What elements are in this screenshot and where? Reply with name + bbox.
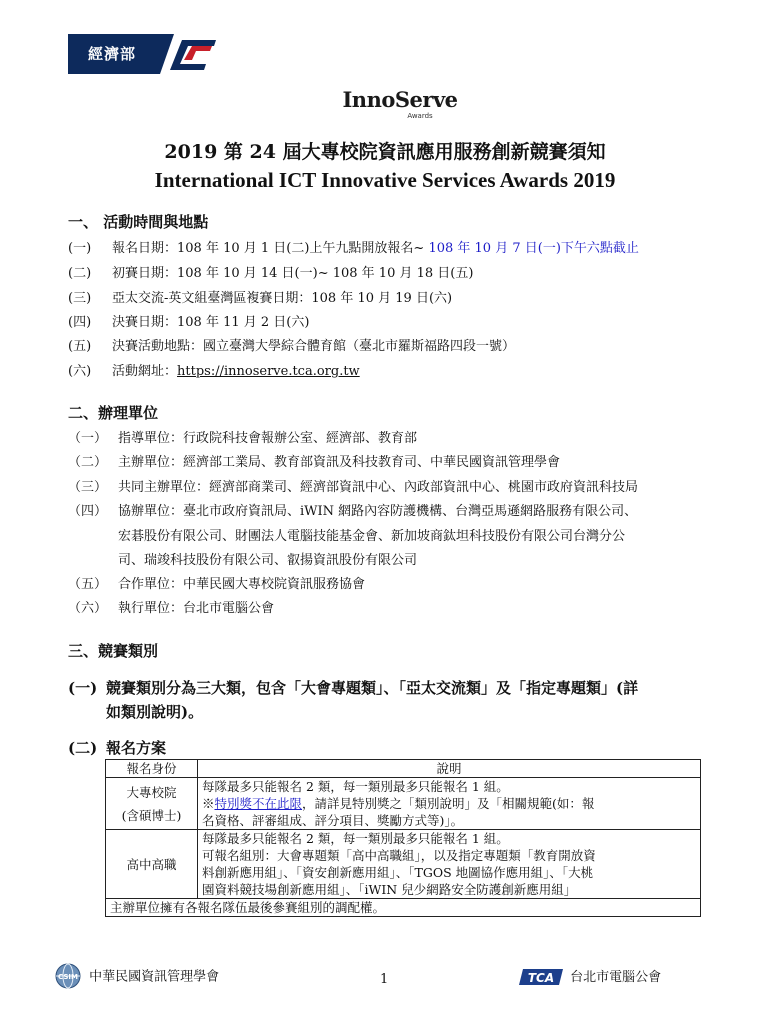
s3-p1-line2: 如類別說明)。 <box>106 703 204 721</box>
s3-p1-line1: 競賽類別分為三大類，包含「大會專題類」、「亞太交流類」及「指定專題類」(詳 <box>106 679 639 697</box>
s3-p2-num: (二) <box>68 739 98 757</box>
svg-text:TCA: TCA <box>527 970 555 985</box>
registration-table <box>105 759 701 917</box>
moea-logo <box>68 34 218 74</box>
website-link[interactable]: https://innoserve.tca.org.tw <box>177 364 360 379</box>
row1-identity: 大專校院 (含碩博士) <box>106 778 198 830</box>
tca-logo-icon <box>517 967 565 987</box>
footer-left-text: 中華民國資訊管理學會 <box>89 969 220 985</box>
row2-desc: 每隊最多只能報名 2 類，每一類別最多只能報名 1 組。 可報名組別：大會專題類「高中高職組」，以及指定專題類「教育開放資 料創新應用組」、「資安創新應用組」、「TGOS 地圖協作應用組」、「大桃 園資料競技場創新應用組」、「iWIN 兒少網路安全防護創新應用組」 <box>198 830 701 899</box>
page-title-en: International ICT Innovative Services Awards 2019 <box>154 168 616 192</box>
footer-right-text: 台北市電腦公會 <box>570 970 662 985</box>
svg-text:CSIM: CSIM <box>58 973 78 981</box>
row1-desc: 每隊最多只能報名 2 類，每一類別最多只能報名 1 組。 ※特別獎不在此限，請詳見特別獎之「類別說明」及「相關規範(如：報 名資格、評審組成、評分項目、獎勵方式等)」。 <box>198 778 701 830</box>
csim-globe-icon <box>52 962 84 990</box>
special-award-link[interactable]: 特別獎不在此限 <box>214 796 303 811</box>
col-header-identity: 報名身份 <box>106 760 198 778</box>
deadline-highlight: 108 年 10 月 7 日(一)下午六點截止 <box>424 241 639 256</box>
moea-emblem-icon <box>156 34 218 74</box>
page-title-zh: 2019 第 24 屆大專校院資訊應用服務創新競賽須知 <box>164 141 606 163</box>
section-2-heading: 二、辦理單位 <box>68 404 159 422</box>
row2-identity: 高中高職 <box>106 830 198 899</box>
section-1-heading: 一、 活動時間與地點 <box>68 213 209 231</box>
col-header-desc: 說明 <box>198 760 701 778</box>
page-number: 1 <box>380 972 389 987</box>
footer-right <box>517 966 661 988</box>
brand-name: InnoServe <box>342 87 458 112</box>
s3-p1-num: (一) <box>68 679 98 697</box>
brand-sub: Awards <box>407 112 433 120</box>
section-3-heading: 三、競賽類別 <box>68 642 159 660</box>
innoserve-logo <box>330 88 470 132</box>
footer-left <box>52 962 219 992</box>
table-note: 主辦單位擁有各報名隊伍最後參賽組別的調配權。 <box>106 899 701 917</box>
s3-p2-label: 報名方案 <box>106 739 167 757</box>
moea-label: 經濟部 <box>68 34 156 74</box>
